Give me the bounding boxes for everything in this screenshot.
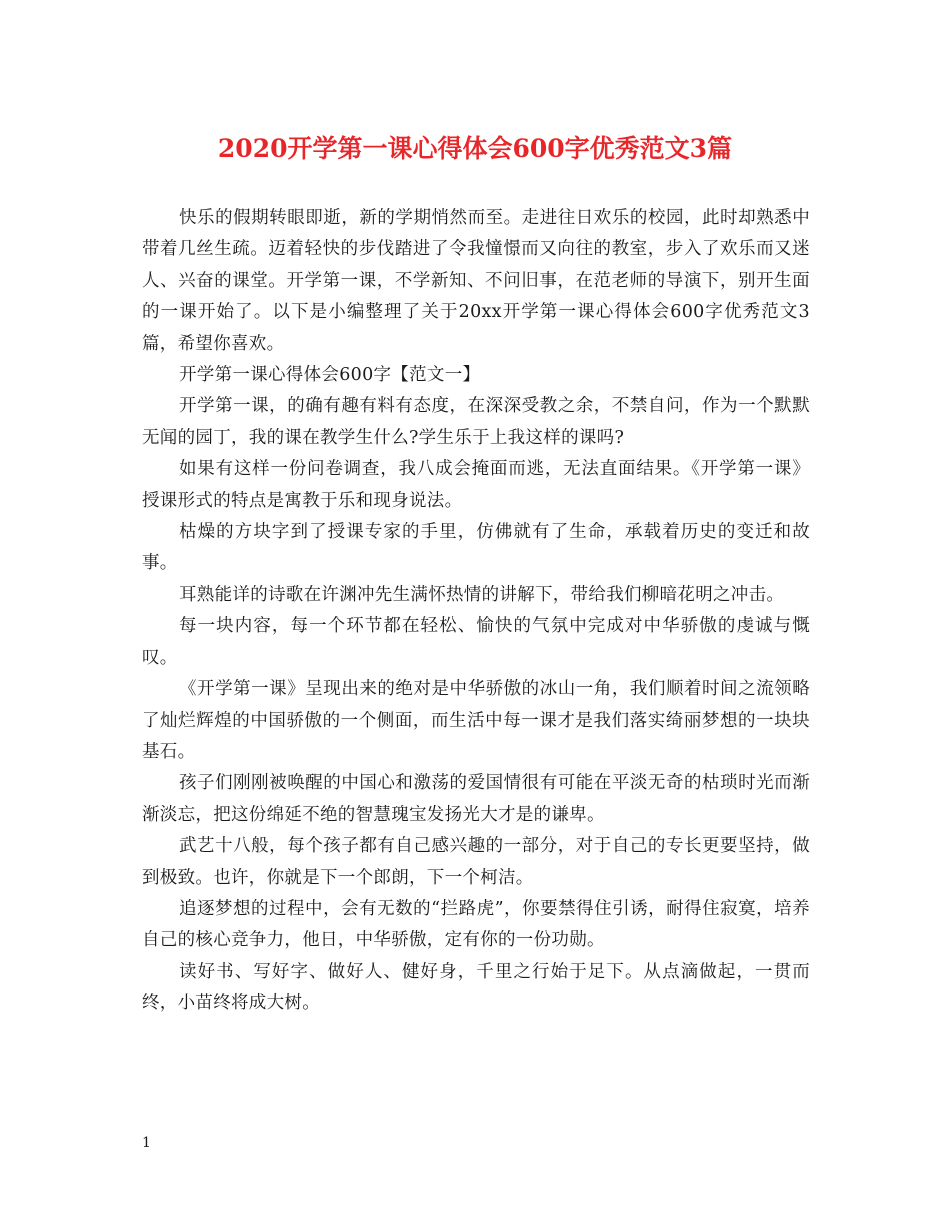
body-paragraph: 武艺十八般，每个孩子都有自己感兴趣的一部分，对于自己的专长更要坚持，做到极致。也许，你就是下一个郎朗，下一个柯洁。	[142, 836, 810, 888]
body-paragraph: 读好书、写好字、做好人、健好身，千里之行始于足下。从点滴做起，一贯而终，小苗终将成大树。	[142, 961, 810, 1014]
body-paragraph: 追逐梦想的过程中，会有无数的“拦路虎”，你要禁得住引诱，耐得住寂寞，培养自己的核心竞争力，他日，中华骄傲，定有你的一份功勋。	[142, 898, 810, 951]
body-paragraph: 每一块内容，每一个环节都在轻松、愉快的气氛中完成对中华骄傲的虔诚与慨叹。	[142, 616, 810, 668]
body-paragraph: 开学第一课，的确有趣有料有态度，在深深受教之余，不禁自问，作为一个默默无闻的园丁，我的课在教学生什么?学生乐于上我这样的课吗?	[142, 396, 810, 448]
body-paragraph: 孩子们刚刚被唤醒的中国心和激荡的爱国情很有可能在平淡无奇的枯琐时光而渐渐淡忘，把这份绵延不绝的智慧瑰宝发扬光大才是的谦卑。	[142, 773, 810, 825]
body-paragraph: 耳熟能详的诗歌在许渊冲先生满怀热情的讲解下，带给我们柳暗花明之冲击。	[179, 584, 785, 605]
intro-paragraph: 快乐的假期转眼即逝，新的学期悄然而至。走进往日欢乐的校园，此时却熟悉中带着几丝生疏。迈着轻快的步伐踏进了令我憧憬而又向往的教室，步入了欢乐而又迷人、兴奋的课堂。开学第一课，不学新知、不问旧事，在范老师的导演下，别开生面的一课开始了。以下是小编整理了关于20xx开学第一课心得体会600字优秀范文3篇，希望你喜欢。	[142, 208, 810, 354]
body-paragraph: 《开学第一课》呈现出来的绝对是中华骄傲的冰山一角，我们顺着时间之流领略了灿烂辉煌的中国骄傲的一个侧面，而生活中每一课才是我们落实绮丽梦想的一块块基石。	[142, 679, 810, 762]
section-heading-sample-one: 开学第一课心得体会600字【范文一】	[179, 365, 481, 386]
document-body	[142, 203, 810, 1020]
body-paragraph: 枯燥的方块字到了授课专家的手里，仿佛就有了生命，承载着历史的变迁和故事。	[142, 522, 810, 574]
body-paragraph: 如果有这样一份问卷调查，我八成会掩面而逃，无法直面结果。《开学第一课》授课形式的特点是寓教于乐和现身说法。	[142, 459, 810, 511]
document-title: 2020开学第一课心得体会600字优秀范文3篇	[217, 134, 733, 163]
page-number: 1	[142, 1135, 151, 1151]
